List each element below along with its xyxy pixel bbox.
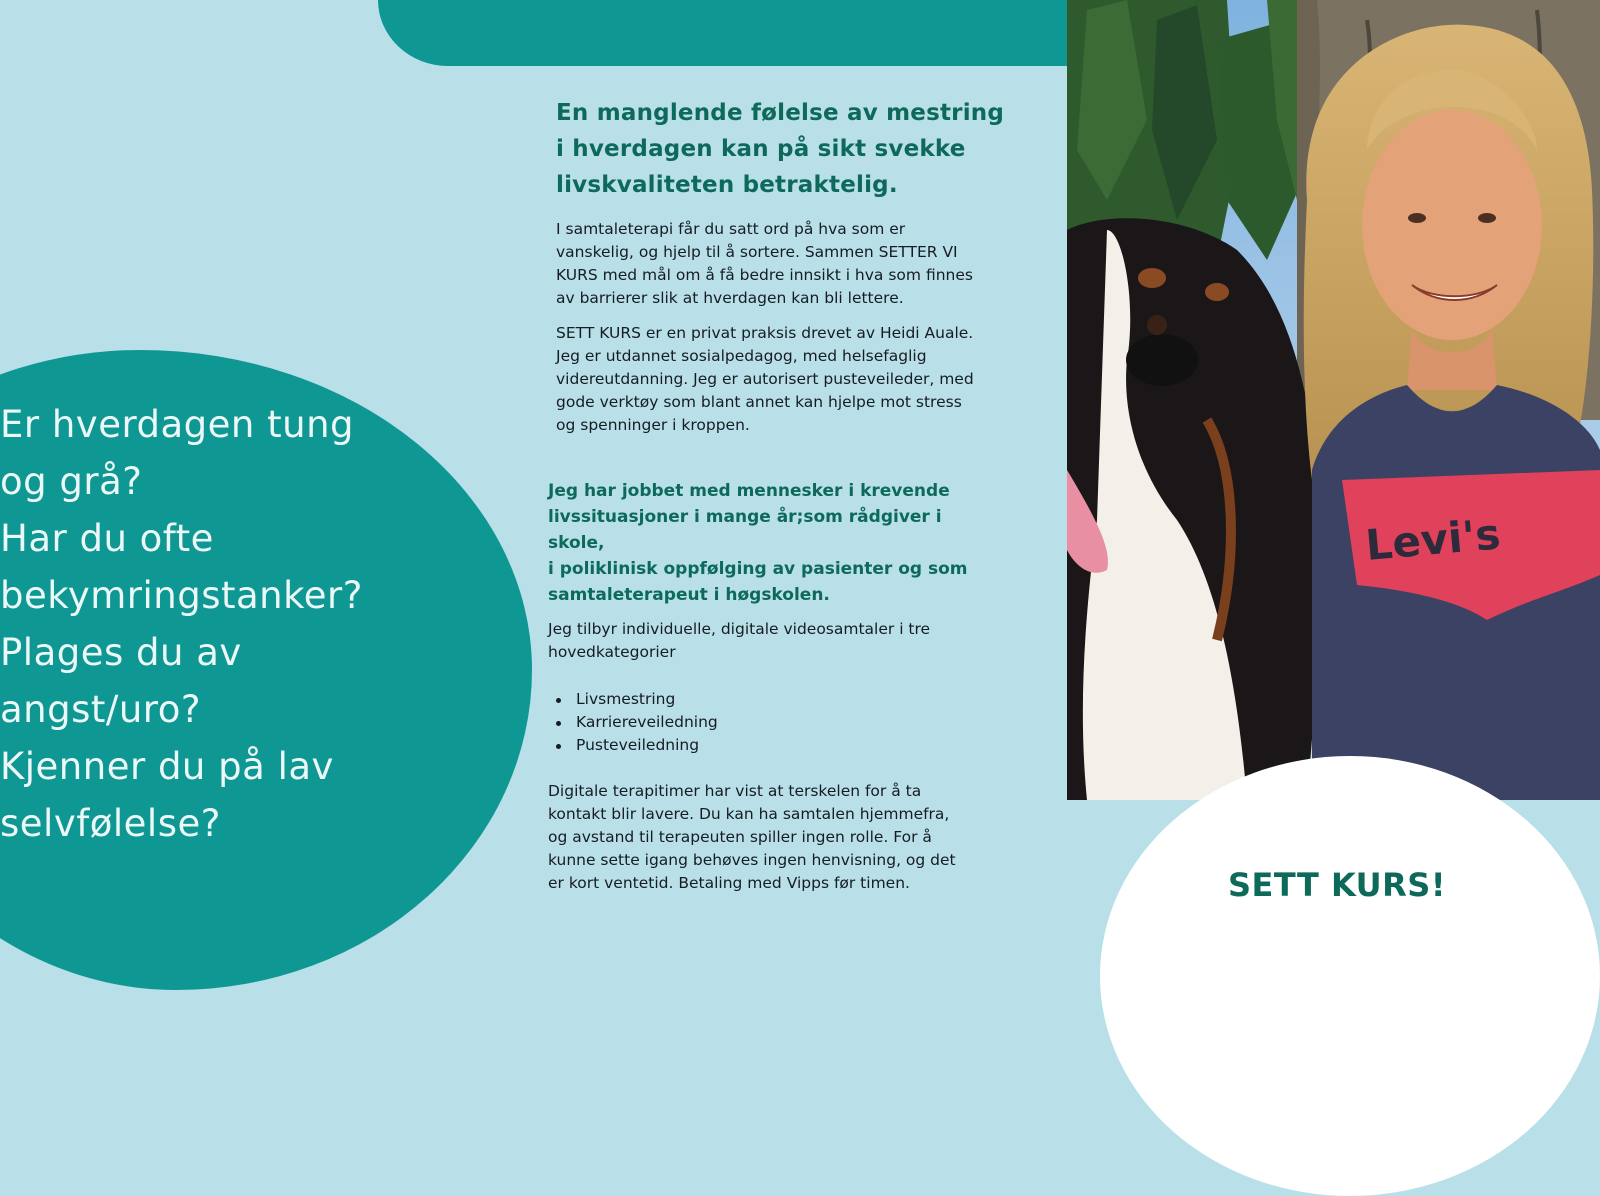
paragraph-line: samtaleterapeut i høgskolen. [548,585,830,605]
brand-circle [1100,756,1600,1196]
paragraph-line: livssituasjoner i mange år;som rådgiver i skole, [548,507,942,553]
paragraph-line: videreutdanning. Jeg er autorisert pusteveileder, med [556,370,974,388]
question-line: Kjenner du på lav [0,745,334,788]
paragraph-line: KURS med mål om å få bedre innsikt i hva som finnes [556,266,973,284]
question-line: og grå? [0,460,143,503]
paragraph-line: Digitale terapitimer har vist at terskelen for å ta [548,782,922,800]
paragraph-line: Jeg tilbyr individuelle, digitale videosamtaler i tre [548,620,931,638]
paragraph-line: og avstand til terapeuten spiller ingen rolle. For å [548,828,932,846]
paragraph-line: I samtaleterapi får du satt ord på hva som er [556,220,906,238]
list-item: Livsmestring [548,688,848,711]
question-line: angst/uro? [0,688,201,731]
paragraph-line: i poliklinisk oppfølging av pasienter og som [548,559,968,579]
paragraph-line: hovedkategorier [548,643,676,661]
paragraph-line: Jeg er utdannet sosialpedagog, med helsefaglig [556,347,927,365]
top-decorative-band [378,0,1068,66]
list-item: Karriereveiledning [548,711,848,734]
digital-paragraph [548,780,998,895]
question-line: Har du ofte [0,517,214,560]
intro-paragraph [556,218,996,310]
paragraph-line: kontakt blir lavere. Du kan ha samtalen hjemmefra, [548,805,950,823]
headline-line: i hverdagen kan på sikt svekke [556,136,966,162]
paragraph-line: av barrierer slik at hverdagen kan bli lettere. [556,289,904,307]
experience-paragraph [548,478,998,608]
list-item: Pusteveiledning [548,734,848,757]
paragraph-line: Jeg har jobbet med mennesker i krevende [548,481,950,501]
about-paragraph [556,322,996,437]
category-list [548,688,848,757]
paragraph-line: vanskelig, og hjelp til å sortere. Sammen SETTER VI [556,243,958,261]
shirt-logo-text: Levi's [1363,509,1503,570]
question-list [0,396,420,852]
paragraph-line: gode verktøy som blant annet kan hjelpe mot stress [556,393,962,411]
question-line: Plages du av [0,631,242,674]
paragraph-line: er kort ventetid. Betaling med Vipps før timen. [548,874,910,892]
question-line: bekymringstanker? [0,574,363,617]
question-line: Er hverdagen tung [0,403,355,446]
paragraph-line: og spenninger i kroppen. [556,416,750,434]
paragraph-line: kunne sette igang behøves ingen henvisning, og det [548,851,956,869]
headline [556,95,1016,203]
headline-line: En manglende følelse av mestring [556,100,1005,126]
offer-paragraph [548,618,998,664]
paragraph-line: SETT KURS er en privat praksis drevet av Heidi Auale. [556,324,974,342]
question-line: selvfølelse? [0,802,221,845]
circle-title: SETT KURS! [1228,866,1446,904]
headline-line: livskvaliteten betraktelig. [556,172,898,198]
portrait-illustration [1067,0,1600,800]
portrait-photo [1067,0,1600,800]
